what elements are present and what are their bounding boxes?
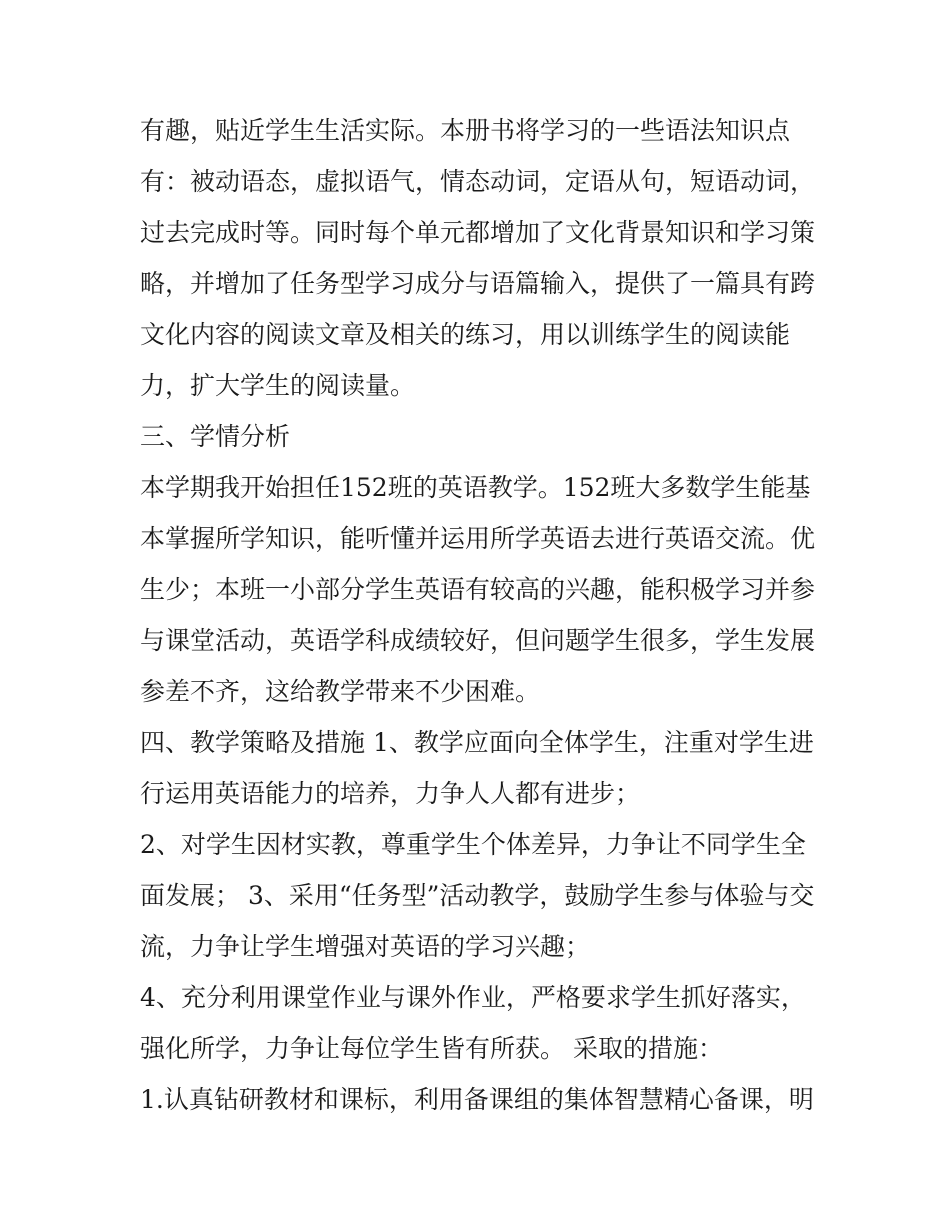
text-line: 参差不齐，这给教学带来不少困难。 bbox=[140, 677, 541, 706]
text-line: 流，力争让学生增强对英语的学习兴趣； bbox=[140, 932, 591, 961]
text-line: 有：被动语态，虚拟语气，情态动词，定语从句，短语动词， bbox=[140, 167, 816, 196]
text-line: 2、对学生因材实教，尊重学生个体差异，力争让不同学生全 bbox=[140, 830, 806, 859]
text-line: 有趣，贴近学生生活实际。本册书将学习的一些语法知识点 bbox=[140, 116, 791, 145]
text-line: 力，扩大学生的阅读量。 bbox=[140, 371, 416, 400]
text-line: 生少；本班一小部分学生英语有较高的兴趣，能积极学习并参 bbox=[140, 575, 816, 604]
text-line: 强化所学，力争让每位学生皆有所获。 采取的措施： bbox=[140, 1034, 723, 1063]
section-heading: 三、学情分析 bbox=[140, 422, 291, 451]
text-line: 文化内容的阅读文章及相关的练习，用以训练学生的阅读能 bbox=[140, 320, 791, 349]
text-line: 4、充分利用课堂作业与课外作业，严格要求学生抓好落实， bbox=[140, 983, 806, 1012]
text-line: 与课堂活动，英语学科成绩较好，但问题学生很多，学生发展 bbox=[140, 626, 816, 655]
text-line: 过去完成时等。同时每个单元都增加了文化背景知识和学习策 bbox=[140, 218, 816, 247]
text-line: 本学期我开始担任152班的英语教学。152班大多数学生能基 bbox=[140, 473, 811, 502]
text-line: 面发展； 3、采用“任务型”活动教学，鼓励学生参与体验与交 bbox=[140, 881, 815, 910]
text-line: 本掌握所学知识，能听懂并运用所学英语去进行英语交流。优 bbox=[140, 524, 816, 553]
text-line: 行运用英语能力的培养，力争人人都有进步； bbox=[140, 779, 641, 808]
text-line: 1.认真钻研教材和课标，利用备课组的集体智慧精心备课，明 bbox=[140, 1085, 814, 1114]
document-body bbox=[140, 105, 820, 1125]
section-heading: 四、教学策略及措施 1、教学应面向全体学生，注重对学生进 bbox=[140, 728, 814, 757]
text-line: 略，并增加了任务型学习成分与语篇输入，提供了一篇具有跨 bbox=[140, 269, 816, 298]
